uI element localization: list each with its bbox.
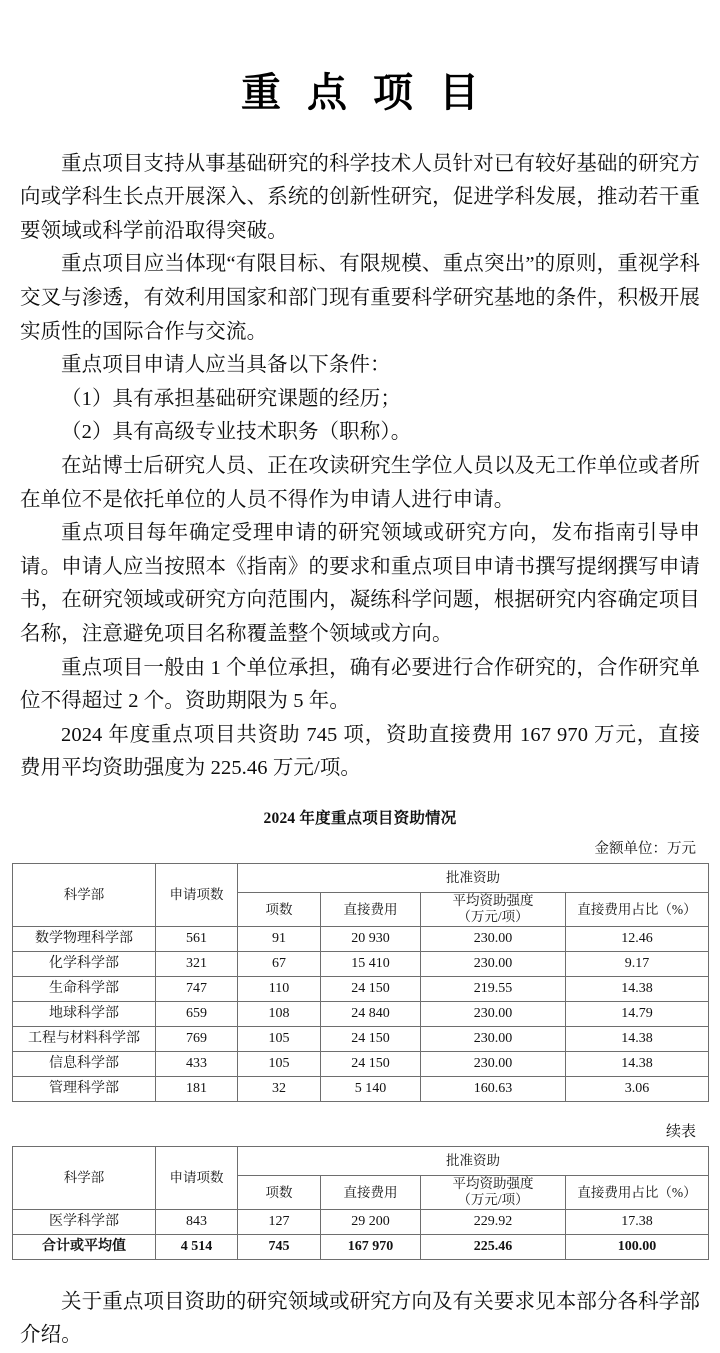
cell-applications: 4 514 <box>156 1234 238 1259</box>
cell-count: 105 <box>238 1051 321 1076</box>
cell-dept: 生命科学部 <box>13 976 156 1001</box>
cell-dept: 管理科学部 <box>13 1076 156 1101</box>
grant-table-part1 <box>12 863 709 1102</box>
table-row <box>13 1209 709 1234</box>
cell-applications: 561 <box>156 926 238 951</box>
cell-direct-fee: 29 200 <box>321 1209 421 1234</box>
header-dept: 科学部 <box>13 863 156 926</box>
table-body-part2 <box>13 1209 709 1259</box>
header-count: 项数 <box>238 892 321 926</box>
table-caption: 2024 年度重点项目资助情况 <box>263 809 457 827</box>
cell-fee-share: 14.38 <box>566 976 709 1001</box>
table-unit-label: 金额单位：万元 <box>594 840 696 857</box>
cell-fee-share: 17.38 <box>566 1209 709 1234</box>
paragraph-application-guide: 重点项目每年确定受理申请的研究领域或研究方向，发布指南引导申请。申请人应当按照本《指南》的要求和重点项目申请书撰写提纲撰写申请书，在研究领域或研究方向范围内，凝练科学问题，根据研究内容确定项目名称，注意避免项目名称覆盖整个领域或方向。 <box>20 522 700 645</box>
header-fee-share-2: 直接费用占比（%） <box>566 1175 709 1209</box>
cell-direct-fee: 24 840 <box>321 1001 421 1026</box>
cell-count: 108 <box>238 1001 321 1026</box>
cell-avg-intensity: 230.00 <box>421 1026 566 1051</box>
header-applications: 申请项数 <box>156 863 238 926</box>
header-avg-intensity-2-line1: 平均资助强度 <box>452 1175 534 1191</box>
table-row <box>13 1076 709 1101</box>
cell-avg-intensity: 230.00 <box>421 1051 566 1076</box>
table-row <box>13 1234 709 1259</box>
paragraph-closing: 关于重点项目资助的研究领域或研究方向及有关要求见本部分各科学部介绍。 <box>20 1290 700 1347</box>
cell-count: 105 <box>238 1026 321 1051</box>
paragraph-institution-limit: 重点项目一般由 1 个单位承担，确有必要进行合作研究的，合作研究单位不得超过 2 个。资助期限为 5 年。 <box>20 656 700 713</box>
cell-avg-intensity: 230.00 <box>421 1001 566 1026</box>
cell-count: 67 <box>238 951 321 976</box>
cell-dept: 合计或平均值 <box>13 1234 156 1259</box>
cell-applications: 747 <box>156 976 238 1001</box>
header-avg-intensity <box>421 892 566 926</box>
cell-avg-intensity: 229.92 <box>421 1209 566 1234</box>
document-page <box>0 27 720 1347</box>
body-text-block <box>12 148 708 786</box>
cell-dept: 数学物理科学部 <box>13 926 156 951</box>
paragraph-condition-1: （1）具有承担基础研究课题的经历； <box>61 387 401 410</box>
table-row <box>13 1026 709 1051</box>
header-count-2: 项数 <box>238 1175 321 1209</box>
cell-dept: 工程与材料科学部 <box>13 1026 156 1051</box>
cell-count: 110 <box>238 976 321 1001</box>
cell-applications: 659 <box>156 1001 238 1026</box>
cell-dept: 信息科学部 <box>13 1051 156 1076</box>
header-fee-share: 直接费用占比（%） <box>566 892 709 926</box>
header-applications-2: 申请项数 <box>156 1146 238 1209</box>
cell-applications: 843 <box>156 1209 238 1234</box>
cell-direct-fee: 24 150 <box>321 976 421 1001</box>
header-approved-group-2: 批准资助 <box>238 1146 709 1175</box>
cell-avg-intensity: 160.63 <box>421 1076 566 1101</box>
cell-avg-intensity: 225.46 <box>421 1234 566 1259</box>
header-avg-intensity-line1: 平均资助强度 <box>452 892 534 908</box>
table-header-row-top <box>13 863 709 892</box>
table-head-2 <box>13 1146 709 1209</box>
paragraph-2: 重点项目应当体现“有限目标、有限规模、重点突出”的原则，重视学科交叉与渗透，有效利用国家和部门现有重要科学研究基地的条件，积极开展实质性的国际合作与交流。 <box>20 253 700 343</box>
cell-direct-fee: 24 150 <box>321 1051 421 1076</box>
cell-dept: 化学科学部 <box>13 951 156 976</box>
cell-count: 745 <box>238 1234 321 1259</box>
paragraph-1: 重点项目支持从事基础研究的科学技术人员针对已有较好基础的研究方向或学科生长点开展深入、系统的创新性研究，促进学科发展，推动若干重要领域或科学前沿取得突破。 <box>20 152 700 242</box>
grant-table-part2 <box>12 1146 709 1260</box>
cell-fee-share: 14.38 <box>566 1051 709 1076</box>
cell-dept: 地球科学部 <box>13 1001 156 1026</box>
header-direct-fee: 直接费用 <box>321 892 421 926</box>
table-header-row-top-2 <box>13 1146 709 1175</box>
cell-fee-share: 9.17 <box>566 951 709 976</box>
paragraph-conditions-intro: 重点项目申请人应当具备以下条件： <box>61 354 391 377</box>
table-row <box>13 976 709 1001</box>
cell-dept: 医学科学部 <box>13 1209 156 1234</box>
cell-fee-share: 12.46 <box>566 926 709 951</box>
cell-fee-share: 14.38 <box>566 1026 709 1051</box>
cell-applications: 321 <box>156 951 238 976</box>
header-dept-2: 科学部 <box>13 1146 156 1209</box>
paragraph-2024-summary: 2024 年度重点项目共资助 745 项，资助直接费用 167 970 万元，直接费用平均资助强度为 225.46 万元/项。 <box>20 723 700 780</box>
header-direct-fee-2: 直接费用 <box>321 1175 421 1209</box>
cell-fee-share: 14.79 <box>566 1001 709 1026</box>
cell-direct-fee: 167 970 <box>321 1234 421 1259</box>
cell-fee-share: 100.00 <box>566 1234 709 1259</box>
cell-direct-fee: 15 410 <box>321 951 421 976</box>
cell-avg-intensity: 230.00 <box>421 951 566 976</box>
cell-count: 91 <box>238 926 321 951</box>
table-body-part1 <box>13 926 709 1101</box>
table-row <box>13 926 709 951</box>
cell-avg-intensity: 219.55 <box>421 976 566 1001</box>
cell-direct-fee: 5 140 <box>321 1076 421 1101</box>
cell-applications: 181 <box>156 1076 238 1101</box>
cell-count: 127 <box>238 1209 321 1234</box>
cell-count: 32 <box>238 1076 321 1101</box>
header-approved-group: 批准资助 <box>238 863 709 892</box>
continued-table-label: 续表 <box>665 1123 696 1140</box>
closing-text-block <box>12 1286 708 1353</box>
cell-direct-fee: 20 930 <box>321 926 421 951</box>
table-row <box>13 1051 709 1076</box>
header-avg-intensity-2 <box>421 1175 566 1209</box>
cell-avg-intensity: 230.00 <box>421 926 566 951</box>
table-head <box>13 863 709 926</box>
page-title: 重点项目 <box>241 69 505 115</box>
paragraph-condition-2: （2）具有高级专业技术职务（职称）。 <box>61 421 412 444</box>
cell-applications: 433 <box>156 1051 238 1076</box>
cell-direct-fee: 24 150 <box>321 1026 421 1051</box>
paragraph-ineligible: 在站博士后研究人员、正在攻读研究生学位人员以及无工作单位或者所在单位不是依托单位的人员不得作为申请人进行申请。 <box>20 454 700 511</box>
table-row <box>13 951 709 976</box>
header-avg-intensity-line2: （万元/项） <box>457 909 529 925</box>
cell-applications: 769 <box>156 1026 238 1051</box>
header-avg-intensity-2-line2: （万元/项） <box>457 1192 529 1208</box>
table-row <box>13 1001 709 1026</box>
cell-fee-share: 3.06 <box>566 1076 709 1101</box>
